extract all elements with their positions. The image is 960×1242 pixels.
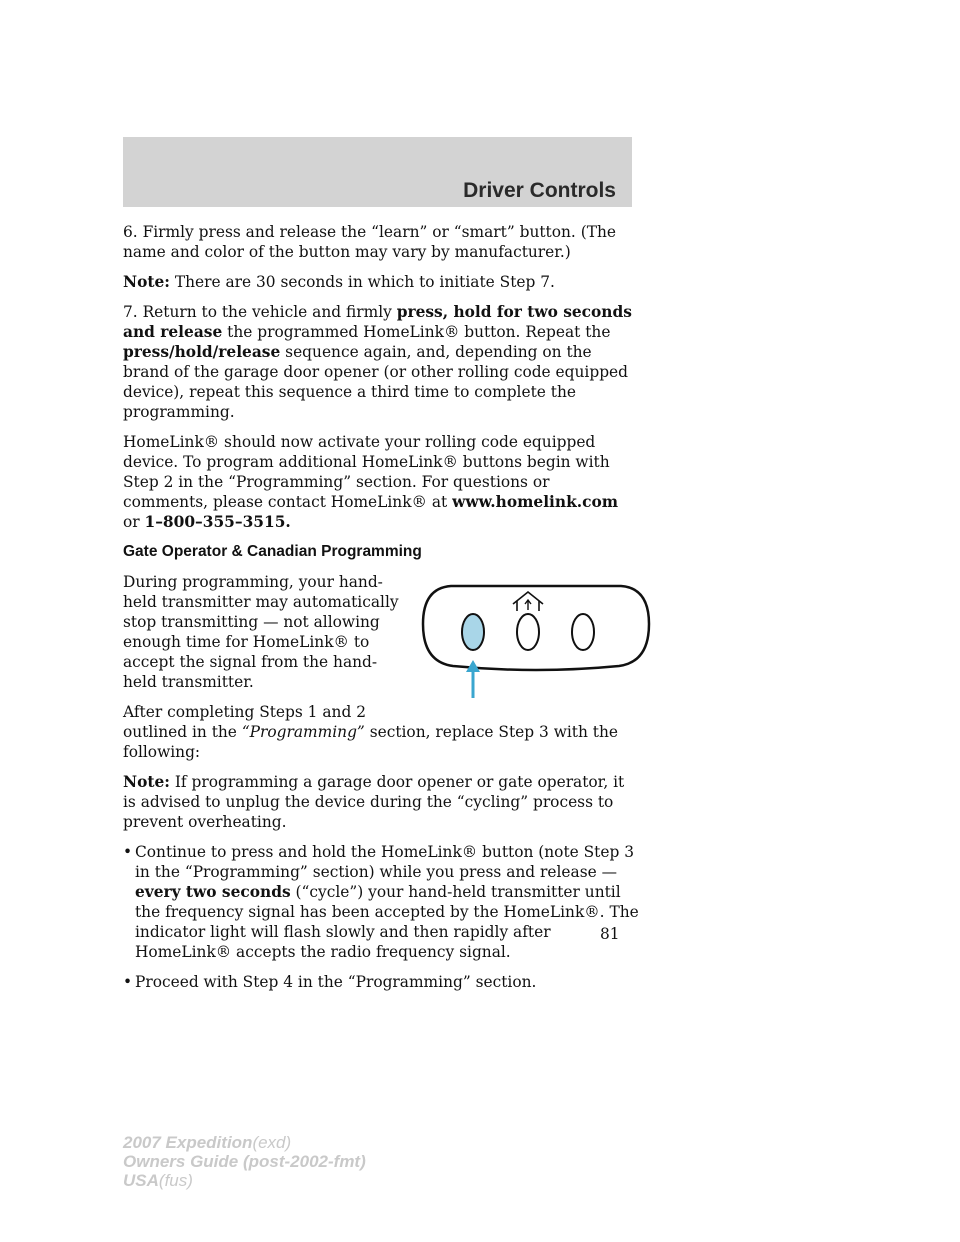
footer-market-code: (fus) — [158, 1171, 193, 1190]
note-text: There are 30 seconds in which to initiate Step 7. — [174, 273, 555, 291]
step-7-text-3: sequence again, and, depending on the brand of the garage door opener (or other rolling code equipped device), repeat this sequence a third time to complete the programming. — [123, 343, 629, 421]
page-number: 81 — [600, 925, 620, 943]
note-label: Note: — [123, 273, 170, 291]
bullet-proceed — [123, 972, 639, 992]
bullet-emphasis: every two seconds — [135, 883, 291, 901]
header-title: Driver Controls — [463, 179, 616, 202]
homelink-paragraph — [123, 432, 639, 532]
note-step-7 — [123, 272, 639, 292]
header-band — [123, 137, 632, 207]
step-7-paragraph — [123, 302, 639, 422]
after-steps-paragraph — [123, 702, 639, 762]
step-7-emphasis: press, hold for two seconds and release — [123, 303, 632, 341]
bullet-continue — [123, 842, 639, 962]
homelink-console-illustration — [421, 574, 651, 704]
step-6-paragraph: 6. Firmly press and release the “learn” or “smart” button. (The name and color of the button may vary by manufacturer.) — [123, 223, 616, 261]
footer-line-3 — [123, 1171, 366, 1190]
bullet-text-c: (“cycle”) your hand-held transmitter until the frequency signal has been accepted by the HomeLink®. The indicator light will flash slowly and then rapidly after HomeLink® accepts the radio frequency signal. — [135, 883, 639, 961]
after-italic: “Programming” — [241, 723, 365, 741]
homelink-buttons-figure — [421, 574, 651, 704]
step-7-text: 7. Return to the vehicle and firmly — [123, 303, 392, 321]
note-unplug — [123, 772, 639, 832]
footer-line-2: Owners Guide (post-2002-fmt) — [123, 1152, 366, 1171]
footer-line-1 — [123, 1133, 366, 1152]
footer — [123, 1133, 366, 1190]
bullet-text-a: Continue to press and hold the HomeLink® button (note Step 3 in the “Programming” section) while you press and release — — [135, 843, 635, 881]
section-heading: Gate Operator & Canadian Programming — [123, 543, 422, 560]
during-programming-paragraph: During programming, your hand-held transmitter may automatically stop transmitting — not allowing enough time for HomeLink® to accept the signal from the hand-held transmitter. — [123, 573, 399, 691]
footer-model-code: (exd) — [252, 1133, 292, 1152]
page-content — [123, 222, 639, 1002]
step-7-text-2: the programmed HomeLink® button. Repeat the — [227, 323, 611, 341]
homelink-url: www.homelink.com — [452, 493, 619, 511]
note-label-2: Note: — [123, 773, 170, 791]
note-text-2: If programming a garage door opener or gate operator, it is advised to unplug the device during the “cycling” process to prevent overheating. — [123, 773, 625, 831]
homelink-text: HomeLink® should now activate your rolling code equipped device. To program additional HomeLink® buttons begin with Step 2 in the “Programming” section. For questions or comments, please contact HomeLink® at — [123, 433, 610, 511]
homelink-or: or — [123, 513, 140, 531]
homelink-button-2 — [517, 614, 539, 650]
homelink-phone: 1–800–355–3515. — [144, 513, 291, 531]
bullet-marker: • — [123, 843, 133, 861]
bullet-marker-2: • — [123, 973, 133, 991]
step-7-emphasis-2: press/hold/release — [123, 343, 281, 361]
after-text: After completing Steps 1 and 2 outlined in the — [123, 703, 366, 741]
homelink-button-1 — [462, 614, 484, 650]
section-body — [123, 572, 639, 992]
bullet-text-2: Proceed with Step 4 in the “Programming” section. — [135, 973, 537, 991]
footer-market: USA — [123, 1171, 159, 1190]
after-text-2: section, replace Step 3 with the following: — [123, 723, 618, 761]
homelink-button-3 — [572, 614, 594, 650]
footer-model: 2007 Expedition — [123, 1133, 253, 1152]
bullet-text — [135, 842, 639, 962]
